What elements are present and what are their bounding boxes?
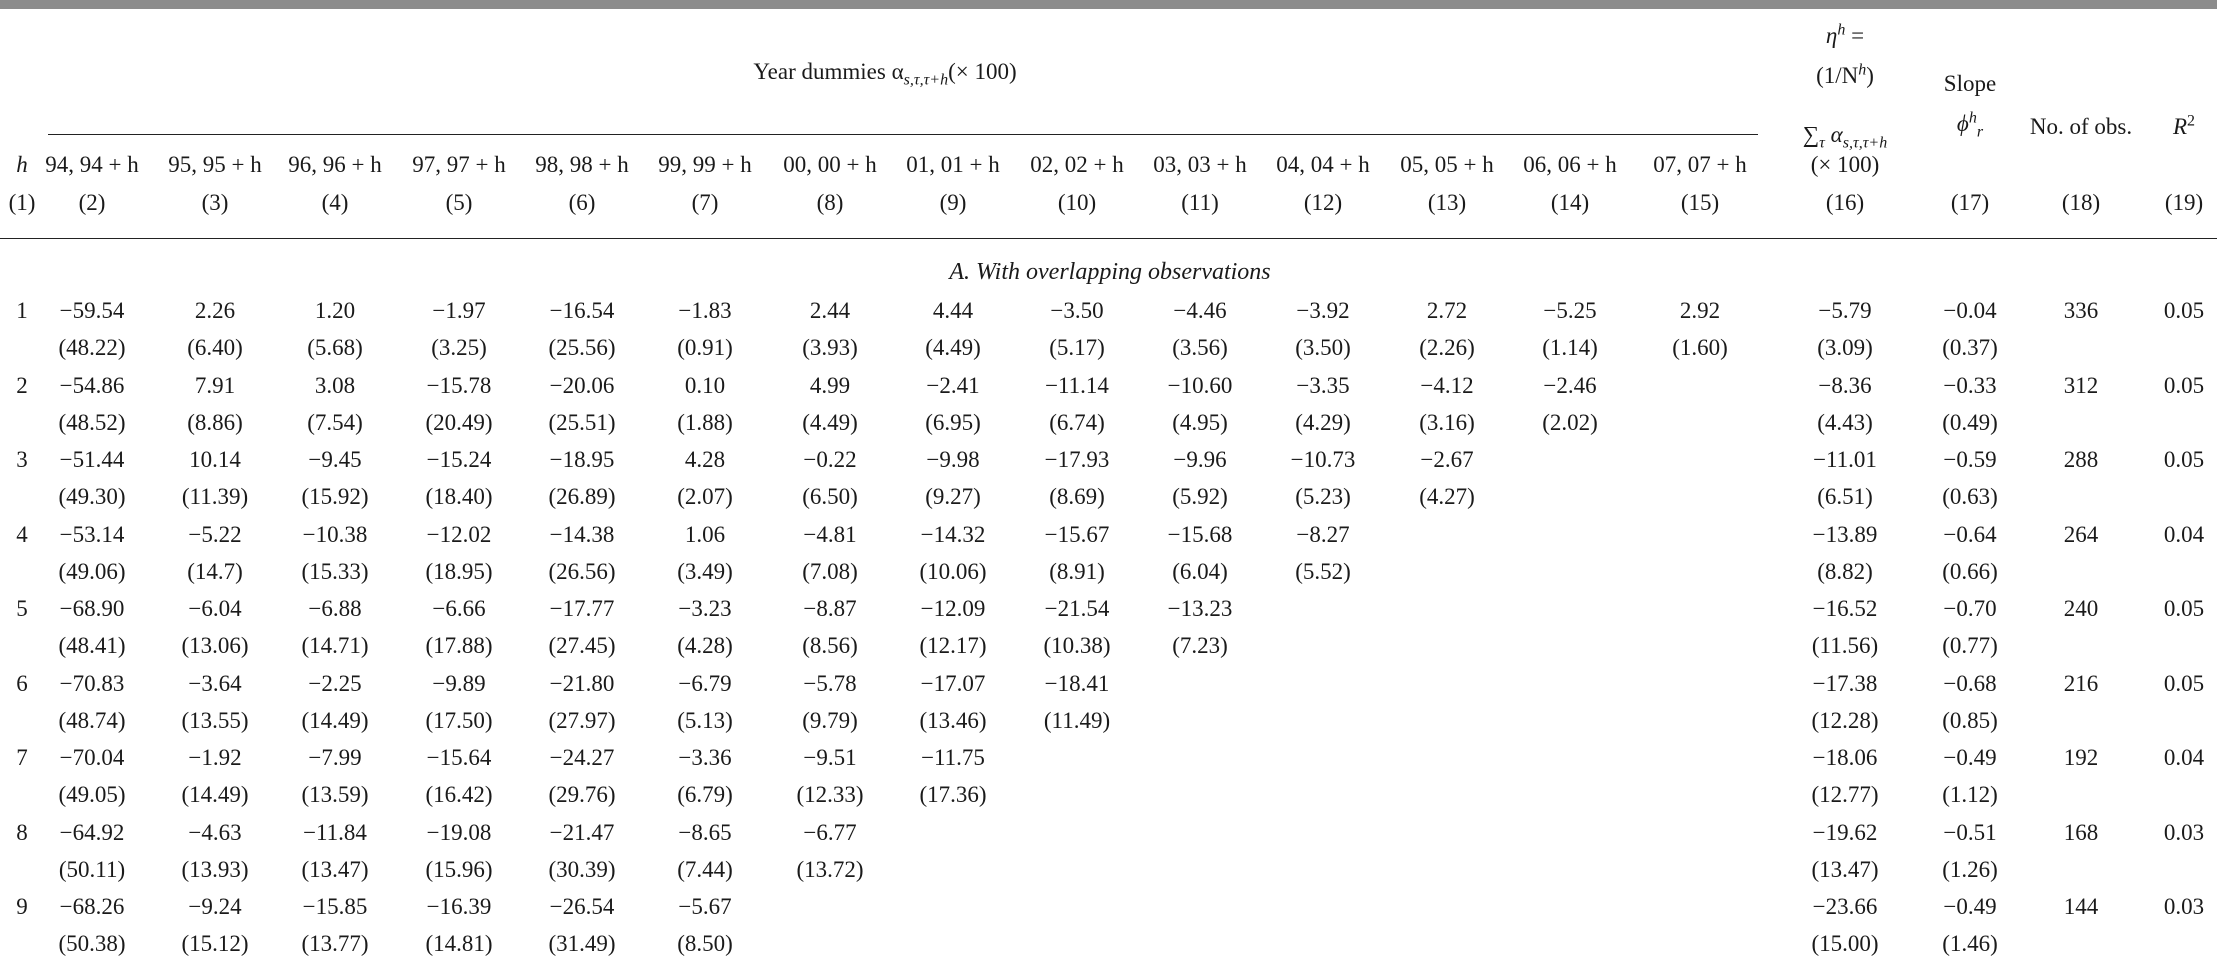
se-cell: (15.33) <box>301 558 369 584</box>
coef-cell: −3.64 <box>188 670 242 696</box>
se-cell: (8.91) <box>1049 558 1105 584</box>
slope-cell: −0.70 <box>1943 596 1997 621</box>
se-cell: (14.49) <box>301 707 369 733</box>
eta-cell: −8.36 <box>1818 372 1872 398</box>
column-number: (18) <box>2061 190 2101 215</box>
coef-cell: −1.83 <box>678 298 732 323</box>
coef-cell: −14.32 <box>920 521 986 547</box>
se-cell: (4.49) <box>802 409 858 435</box>
se-cell: (6.04) <box>1172 558 1228 584</box>
eta-cell: −13.89 <box>1812 521 1878 547</box>
obs-cell: 240 <box>2063 596 2099 621</box>
coef-cell: −59.54 <box>59 298 125 323</box>
coef-cell: −17.93 <box>1044 447 1110 472</box>
se-cell: (8.50) <box>677 931 733 956</box>
header-bottom-rule <box>0 238 2217 239</box>
coef-cell: 4.99 <box>809 372 851 398</box>
se-cell: (8.56) <box>802 633 858 658</box>
se-cell: (13.93) <box>181 856 249 882</box>
coef-cell: −70.83 <box>59 670 125 696</box>
coef-cell: −2.25 <box>308 670 362 696</box>
eta-cell: −5.79 <box>1818 298 1872 323</box>
row-h-value: 5 <box>16 596 28 621</box>
coef-cell: −11.84 <box>303 819 367 845</box>
coef-cell: −5.67 <box>678 894 732 919</box>
slope-header-line2: $\phi^h_r$ <box>1956 109 1984 141</box>
eta-header-line1: $\eta^h$ = <box>1825 21 1865 48</box>
column-label: 07, 07 + h <box>1653 152 1747 177</box>
se-cell: (48.74) <box>58 707 126 733</box>
se-cell: (3.50) <box>1295 335 1351 360</box>
coef-cell: −18.41 <box>1044 670 1110 696</box>
column-label: 02, 02 + h <box>1030 152 1124 177</box>
se-cell: (16.42) <box>425 782 493 807</box>
se-cell: (6.50) <box>802 484 858 509</box>
se-cell: (7.44) <box>677 856 733 882</box>
coef-cell: 2.26 <box>194 298 236 323</box>
panel-title: A. With overlapping observations <box>949 259 1271 285</box>
slope-cell: −0.68 <box>1943 670 1997 696</box>
column-number: (10) <box>1057 190 1097 215</box>
se-cell: (13.06) <box>181 633 249 658</box>
coef-cell: −21.47 <box>549 819 615 845</box>
obs-cell: 144 <box>2063 894 2099 919</box>
column-number: (1) <box>8 190 36 215</box>
slope-se-cell: (1.26) <box>1942 856 1998 882</box>
se-cell: (49.30) <box>58 484 126 509</box>
se-cell: (1.60) <box>1672 335 1728 360</box>
coef-cell: 1.20 <box>314 298 356 323</box>
row-h-value: 8 <box>16 819 28 845</box>
se-cell: (25.56) <box>548 335 616 360</box>
eta-header-line4: (× 100) <box>1810 152 1880 177</box>
slope-se-cell: (0.49) <box>1942 409 1998 435</box>
se-cell: (3.16) <box>1419 409 1475 435</box>
coef-cell: −5.78 <box>803 670 857 696</box>
coef-cell: −13.23 <box>1167 596 1233 621</box>
coef-cell: 2.72 <box>1426 298 1468 323</box>
se-cell: (11.39) <box>181 484 249 509</box>
slope-se-cell: (1.12) <box>1942 782 1998 807</box>
eta-cell: −18.06 <box>1812 745 1878 770</box>
coef-cell: −15.64 <box>426 745 492 770</box>
se-cell: (13.55) <box>181 707 249 733</box>
se-cell: (15.96) <box>425 856 493 882</box>
coef-cell: 1.06 <box>684 521 726 547</box>
r2-cell: 0.05 <box>2163 670 2205 696</box>
coef-cell: −15.67 <box>1044 521 1110 547</box>
se-cell: (14.81) <box>425 931 493 956</box>
column-label: 96, 96 + h <box>288 152 382 177</box>
se-cell: (9.79) <box>802 707 858 733</box>
eta-se-cell: (13.47) <box>1811 856 1879 882</box>
obs-header: No. of obs. <box>2029 114 2133 139</box>
coef-cell: −6.04 <box>188 596 242 621</box>
se-cell: (29.76) <box>548 782 616 807</box>
obs-cell: 288 <box>2063 447 2099 472</box>
column-number: (14) <box>1550 190 1590 215</box>
se-cell: (50.11) <box>58 856 126 882</box>
se-cell: (14.49) <box>181 782 249 807</box>
coef-cell: −0.22 <box>803 447 857 472</box>
coef-cell: −3.36 <box>678 745 732 770</box>
r2-cell: 0.05 <box>2163 372 2205 398</box>
se-cell: (20.49) <box>425 409 493 435</box>
se-cell: (13.47) <box>301 856 369 882</box>
obs-cell: 336 <box>2063 298 2099 323</box>
r2-cell: 0.05 <box>2163 298 2205 323</box>
coef-cell: −3.50 <box>1050 298 1104 323</box>
se-cell: (6.74) <box>1049 409 1105 435</box>
se-cell: (27.45) <box>548 633 616 658</box>
coef-cell: −54.86 <box>59 372 125 398</box>
column-label: 95, 95 + h <box>168 152 262 177</box>
column-label: 98, 98 + h <box>535 152 629 177</box>
slope-se-cell: (0.37) <box>1942 335 1998 360</box>
se-cell: (6.95) <box>925 409 981 435</box>
row-h-value: 1 <box>16 298 28 323</box>
coef-cell: −24.27 <box>549 745 615 770</box>
slope-se-cell: (0.63) <box>1942 484 1998 509</box>
se-cell: (17.88) <box>425 633 493 658</box>
coef-cell: −70.04 <box>59 745 125 770</box>
coef-cell: −15.24 <box>426 447 492 472</box>
coef-cell: −9.51 <box>803 745 857 770</box>
se-cell: (6.40) <box>187 335 243 360</box>
obs-cell: 216 <box>2063 670 2099 696</box>
eta-cell: −23.66 <box>1812 894 1878 919</box>
r2-cell: 0.05 <box>2163 447 2205 472</box>
se-cell: (4.28) <box>677 633 733 658</box>
coef-cell: −2.41 <box>926 372 980 398</box>
column-number: (3) <box>201 190 229 215</box>
row-h-value: 9 <box>16 894 28 919</box>
se-cell: (17.36) <box>919 782 987 807</box>
coef-cell: 3.08 <box>314 372 356 398</box>
se-cell: (7.08) <box>802 558 858 584</box>
se-cell: (10.38) <box>1043 633 1111 658</box>
se-cell: (4.27) <box>1419 484 1475 509</box>
column-number: (19) <box>2164 190 2204 215</box>
se-cell: (8.69) <box>1049 484 1105 509</box>
coef-cell: −11.75 <box>921 745 985 770</box>
column-number: (11) <box>1181 190 1219 215</box>
coef-cell: −3.23 <box>678 596 732 621</box>
row-h-value: 4 <box>16 521 28 547</box>
column-number: (13) <box>1427 190 1467 215</box>
se-cell: (27.97) <box>548 707 616 733</box>
eta-se-cell: (11.56) <box>1811 633 1879 658</box>
coef-cell: −18.95 <box>549 447 615 472</box>
column-number: (6) <box>568 190 596 215</box>
column-number: (5) <box>445 190 473 215</box>
column-label: 97, 97 + h <box>412 152 506 177</box>
eta-se-cell: (4.43) <box>1817 409 1873 435</box>
coef-cell: −15.68 <box>1167 521 1233 547</box>
eta-cell: −19.62 <box>1812 819 1878 845</box>
coef-cell: −1.97 <box>432 298 486 323</box>
coef-cell: −9.98 <box>926 447 980 472</box>
se-cell: (1.88) <box>677 409 733 435</box>
coef-cell: 2.92 <box>1679 298 1721 323</box>
coef-cell: −17.07 <box>920 670 986 696</box>
coef-cell: −16.54 <box>549 298 615 323</box>
coef-cell: −4.63 <box>188 819 242 845</box>
se-cell: (1.14) <box>1542 335 1598 360</box>
se-cell: (13.59) <box>301 782 369 807</box>
column-number: (7) <box>691 190 719 215</box>
coef-cell: 7.91 <box>194 372 236 398</box>
coef-cell: 2.44 <box>809 298 851 323</box>
row-h-value: 2 <box>16 372 28 398</box>
year-dummies-underline <box>48 134 1758 135</box>
se-cell: (5.23) <box>1295 484 1351 509</box>
se-cell: (0.91) <box>677 335 733 360</box>
r2-cell: 0.03 <box>2163 819 2205 845</box>
r2-cell: 0.04 <box>2163 521 2205 547</box>
row-h-value: 3 <box>16 447 28 472</box>
coef-cell: −64.92 <box>59 819 125 845</box>
se-cell: (48.52) <box>58 409 126 435</box>
r2-cell: 0.04 <box>2163 745 2205 770</box>
eta-se-cell: (8.82) <box>1817 558 1873 584</box>
top-rule <box>0 0 2217 9</box>
column-number: (9) <box>939 190 967 215</box>
coef-cell: −6.66 <box>432 596 486 621</box>
se-cell: (9.27) <box>925 484 981 509</box>
obs-cell: 312 <box>2063 372 2099 398</box>
column-label: 06, 06 + h <box>1523 152 1617 177</box>
eta-cell: −11.01 <box>1813 447 1877 472</box>
se-cell: (10.06) <box>919 558 987 584</box>
column-number: (4) <box>321 190 349 215</box>
coef-cell: −68.90 <box>59 596 125 621</box>
coef-cell: −51.44 <box>59 447 125 472</box>
se-cell: (11.49) <box>1043 707 1111 733</box>
coef-cell: −8.87 <box>803 596 857 621</box>
coef-cell: −4.81 <box>803 521 857 547</box>
se-cell: (4.49) <box>925 335 981 360</box>
coef-cell: −3.35 <box>1296 372 1350 398</box>
eta-header-line3: $\sum_\tau$ $\alpha_{s,\tau,\tau+h}$ <box>1802 122 1888 152</box>
se-cell: (48.41) <box>58 633 126 658</box>
coef-cell: −2.67 <box>1420 447 1474 472</box>
slope-se-cell: (0.77) <box>1942 633 1998 658</box>
se-cell: (3.25) <box>431 335 487 360</box>
se-cell: (49.06) <box>58 558 126 584</box>
column-number: (2) <box>78 190 106 215</box>
se-cell: (14.7) <box>187 558 243 584</box>
se-cell: (25.51) <box>548 409 616 435</box>
coef-cell: −7.99 <box>308 745 362 770</box>
coef-cell: −6.77 <box>803 819 857 845</box>
slope-se-cell: (1.46) <box>1942 931 1998 956</box>
se-cell: (17.50) <box>425 707 493 733</box>
slope-cell: −0.33 <box>1943 372 1997 398</box>
se-cell: (12.17) <box>919 633 987 658</box>
se-cell: (2.02) <box>1542 409 1598 435</box>
slope-cell: −0.51 <box>1943 819 1997 845</box>
se-cell: (3.56) <box>1172 335 1228 360</box>
column-number: (17) <box>1950 190 1990 215</box>
column-number: (16) <box>1825 190 1865 215</box>
slope-se-cell: (0.66) <box>1942 558 1998 584</box>
year-dummies-header: Year dummies $\alpha_{s,\tau,\tau+h}(\times 100)$ <box>753 59 1017 89</box>
coef-cell: 4.44 <box>932 298 974 323</box>
se-cell: (13.72) <box>796 856 864 882</box>
se-cell: (2.26) <box>1419 335 1475 360</box>
se-cell: (18.40) <box>425 484 493 509</box>
se-cell: (4.29) <box>1295 409 1351 435</box>
coef-cell: −17.77 <box>549 596 615 621</box>
column-label: 04, 04 + h <box>1276 152 1370 177</box>
se-cell: (2.07) <box>677 484 733 509</box>
eta-header-line2: $(1/N^h)$ <box>1816 61 1874 88</box>
coef-cell: −21.80 <box>549 670 615 696</box>
se-cell: (3.93) <box>802 335 858 360</box>
eta-se-cell: (15.00) <box>1811 931 1879 956</box>
eta-se-cell: (6.51) <box>1817 484 1873 509</box>
column-label: 99, 99 + h <box>658 152 752 177</box>
se-cell: (30.39) <box>548 856 616 882</box>
coef-cell: −5.25 <box>1543 298 1597 323</box>
column-number: (8) <box>816 190 844 215</box>
coef-cell: −15.78 <box>426 372 492 398</box>
coef-cell: −9.45 <box>308 447 362 472</box>
obs-cell: 168 <box>2063 819 2099 845</box>
slope-cell: −0.04 <box>1943 298 1997 323</box>
coef-cell: −1.92 <box>188 745 242 770</box>
se-cell: (5.13) <box>677 707 733 733</box>
slope-cell: −0.59 <box>1943 447 1997 472</box>
se-cell: (15.92) <box>301 484 369 509</box>
column-label: h <box>16 152 28 177</box>
coef-cell: −14.38 <box>549 521 615 547</box>
slope-cell: −0.49 <box>1943 745 1997 770</box>
se-cell: (13.77) <box>301 931 369 956</box>
eta-cell: −16.52 <box>1812 596 1878 621</box>
coef-cell: −11.14 <box>1045 372 1109 398</box>
se-cell: (18.95) <box>425 558 493 584</box>
se-cell: (48.22) <box>58 335 126 360</box>
slope-header-line1: Slope <box>1943 71 1997 96</box>
se-cell: (6.79) <box>677 782 733 807</box>
se-cell: (7.54) <box>307 409 363 435</box>
se-cell: (26.56) <box>548 558 616 584</box>
obs-cell: 192 <box>2063 745 2099 770</box>
coef-cell: −19.08 <box>426 819 492 845</box>
se-cell: (49.05) <box>58 782 126 807</box>
coef-cell: −5.22 <box>188 521 242 547</box>
coef-cell: 10.14 <box>189 447 241 472</box>
row-h-value: 7 <box>16 745 28 770</box>
coef-cell: −12.02 <box>426 521 492 547</box>
se-cell: (3.49) <box>677 558 733 584</box>
se-cell: (15.12) <box>181 931 249 956</box>
coef-cell: −53.14 <box>59 521 125 547</box>
obs-cell: 264 <box>2063 521 2099 547</box>
eta-cell: −17.38 <box>1812 670 1878 696</box>
se-cell: (4.95) <box>1172 409 1228 435</box>
se-cell: (7.23) <box>1172 633 1228 658</box>
coef-cell: −10.60 <box>1167 372 1233 398</box>
r2-cell: 0.03 <box>2163 894 2205 919</box>
se-cell: (5.68) <box>307 335 363 360</box>
coef-cell: −4.12 <box>1420 372 1474 398</box>
se-cell: (31.49) <box>548 931 616 956</box>
coef-cell: −15.85 <box>302 894 368 919</box>
eta-se-cell: (12.77) <box>1811 782 1879 807</box>
column-label: 01, 01 + h <box>906 152 1000 177</box>
column-label: 03, 03 + h <box>1153 152 1247 177</box>
coef-cell: −12.09 <box>920 596 986 621</box>
coef-cell: 0.10 <box>684 372 726 398</box>
coef-cell: −68.26 <box>59 894 125 919</box>
row-h-value: 6 <box>16 670 28 696</box>
column-label: 00, 00 + h <box>783 152 877 177</box>
r2-header: $R^2$ <box>2172 112 2196 139</box>
coef-cell: −6.88 <box>308 596 362 621</box>
column-number: (15) <box>1680 190 1720 215</box>
se-cell: (13.46) <box>919 707 987 733</box>
slope-cell: −0.49 <box>1943 894 1997 919</box>
se-cell: (5.17) <box>1049 335 1105 360</box>
coef-cell: −4.46 <box>1173 298 1227 323</box>
coef-cell: −6.79 <box>678 670 732 696</box>
se-cell: (5.92) <box>1172 484 1228 509</box>
se-cell: (12.33) <box>796 782 864 807</box>
column-number: (12) <box>1303 190 1343 215</box>
se-cell: (14.71) <box>301 633 369 658</box>
coef-cell: −8.65 <box>678 819 732 845</box>
coef-cell: −9.96 <box>1173 447 1227 472</box>
se-cell: (26.89) <box>548 484 616 509</box>
r2-cell: 0.05 <box>2163 596 2205 621</box>
coef-cell: −2.46 <box>1543 372 1597 398</box>
coef-cell: −21.54 <box>1044 596 1110 621</box>
coef-cell: −9.24 <box>188 894 242 919</box>
slope-cell: −0.64 <box>1943 521 1997 547</box>
eta-se-cell: (3.09) <box>1817 335 1873 360</box>
column-label: 94, 94 + h <box>45 152 139 177</box>
se-cell: (50.38) <box>58 931 126 956</box>
coef-cell: −10.73 <box>1290 447 1356 472</box>
coef-cell: 4.28 <box>684 447 726 472</box>
coef-cell: −8.27 <box>1296 521 1350 547</box>
eta-se-cell: (12.28) <box>1811 707 1879 733</box>
coef-cell: −16.39 <box>426 894 492 919</box>
slope-se-cell: (0.85) <box>1942 707 1998 733</box>
coef-cell: −26.54 <box>549 894 615 919</box>
column-label: 05, 05 + h <box>1400 152 1494 177</box>
se-cell: (5.52) <box>1295 558 1351 584</box>
coef-cell: −20.06 <box>549 372 615 398</box>
coef-cell: −10.38 <box>302 521 368 547</box>
coef-cell: −9.89 <box>432 670 486 696</box>
coef-cell: −3.92 <box>1296 298 1350 323</box>
se-cell: (8.86) <box>187 409 243 435</box>
